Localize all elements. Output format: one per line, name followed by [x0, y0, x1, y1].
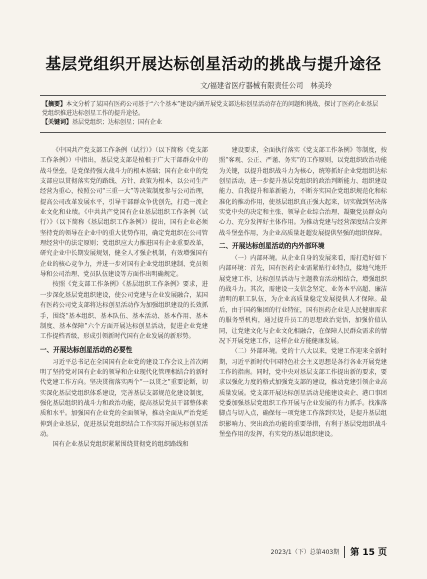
- paragraph: 按照《党支部工作条例》《基层组织工作条例》要求，进一步深化基层党组织建设，使公司党建与企业发展融合，某国有医药公司党支部将达标创星活动作为加强组织建设的长效抓手，围绕“基本组织、基本队伍、基本活动、基本作用、基本制度、基本保障”六个方面开展达标创星活动，促进企业党建工作提档晋级，形成引领新时代国有企业发展的新形势。: [40, 281, 208, 341]
- section-heading: 一、开展达标创星活动的必要性: [40, 345, 133, 354]
- paragraph: （二）外部环境。党的十八大以来，党建工作迎来全新时期，习近平新时代中国特色社会主义思想是各行各业开展党建工作的指南。同时，党中央对基层支部工作提出新的要求，要求以强化力度的格式加强党支部的建设，推动党建引领企业高质量发展。党支部开展达标创星活动是能建设卖企、港口事团党委加强基层党组织工作开展与企业发展的有力抓手。找准落脚点与切入点，确保每一项党建工作落到实处，是提升基层组织影响力、突出政治功能的重要举措，有利于基层党组织战斗堡垒作用的发挥，有实党的基层组织建设。: [219, 348, 387, 438]
- section-heading: 二、开展达标创星活动的内外部环境: [219, 242, 325, 251]
- author-byline: 文/福建省医疗器械有限责任公司 林美玲: [200, 81, 332, 90]
- abstract-box: [40, 95, 386, 133]
- paragraph: 建设要求，全面执行落实《党支部工作条例》等制度，按照“客观、公正、严谨、务实”的工作原则，以党组织政治功能为关键，以提升组织战斗力为核心，统筹抓好企业党组织达标创星活动，进一步提升基层党组织的政治判断能力、组织建设能力、自我提升和革新能力，不断夯实国企党组织规范化和标准化的推动作用，使基层组织真正强大起来，切实做到坚决落实党中央的决定和主张、领导企业综合治理、凝聚党员群众向心力、充分发挥好主体作用。为推动党建与经营深度结合发挥战斗堡垒作用，为企业高质量赶超发展提供坚强的组织保障。: [219, 147, 387, 237]
- footer-divider: [344, 546, 345, 558]
- paragraph: （一）内部环境。从企业自身的发展来看，需打造好如下内部环境：首先，国有医药企业需紧贴行业特点，接地气地开展党建工作，达标创星活动与主题教育活动相结合，增强组织的战斗力。其次，需建设一支信念坚定、业务本平高超、廉洁清明的职工队伍，为企业高质量稳定发展提供人才保障。最后，由于国药集团的行业特征，国有医药企业是人民健康需求的服务型机构，通过提升员工的思想政治觉悟，加强价值认同，让党建文化与企业文化相融合，在保障人民群众需求的情况下开展党建工作，这样企业方能健康发展。: [219, 255, 387, 345]
- page-footer: [271, 545, 387, 558]
- issue-info: 2023/1（下）总第403期: [270, 549, 340, 556]
- page-number: 第 15 页: [350, 548, 387, 558]
- paragraph: 《中国共产党支部工作条例（试行）》（以下简称《党支部工作条例》）中指出，基层党支部是植根于广大干部群众中的战斗堡垒，是党保持强大战斗力的根本基础；国有企业中的党支部应以贯彻落实党的路线、方针、政策为根本，以公司生产经营为重心，按照公司“三重一大”等决策制度参与公司治理，提高公司改革发展水平，引导干部群众争优创先，打造一流企业文化和业绩。《中共共产党国有企业基层组织工作条例（试行）》（以下简称《基层组织工作条例》）提出，国有企业必须坚持党的领导在企业中的重大优势作用，确定党组织在公司管理经营中的法定原则；党组织应大力推进国有企业重要改革，研究企业中长期发展规划，健全人才强企机制，有效增强国有企业的核心竞争力，并进一步对国有企业党组织建制、党员领导和公司治理、党员队伍建设等方面作出明确规定。: [40, 147, 208, 279]
- abstract-label: 【摘要】: [42, 101, 67, 108]
- paragraph: 习近平总书记在全国国有企业党的建设工作会议上首次阐明了坚持党对国有企业的领导和企业现代化管理相结合的新时代党建工作方向。坚决贯彻落实两个“一以贯之”重要论断，切实深化基层党组织体系建设，完善基层支部规范化建设制度，强化基层组织的战斗力和政治功能，提高基层党员干部整体素质和水平。加强国有企业党的全面领导，推动全面从严治党延伸到企业基层，促进基层党组织结合工作实际开展达标创星活动。: [40, 358, 208, 438]
- article-title: 基层党组织开展达标创星活动的挑战与提升途径: [45, 55, 382, 73]
- keywords-text: 基层党组织；达标创星；国有企业: [72, 119, 163, 126]
- abstract-line: [42, 100, 384, 118]
- left-column: [40, 146, 208, 451]
- keywords-line: [42, 118, 384, 127]
- keywords-label: 【关键词】: [42, 119, 73, 126]
- right-column: [219, 146, 387, 440]
- paragraph: 国有企业基层党组织紧紧围绕贯彻党的组织路线和: [52, 441, 189, 449]
- abstract-text: 本文分析了某国有医药公司基于“六个基本”建设内涵开展党支部达标创星活动存在的问题和挑战，探讨了医药企业基层党组织推进达标创星工作的提升途径。: [42, 101, 379, 117]
